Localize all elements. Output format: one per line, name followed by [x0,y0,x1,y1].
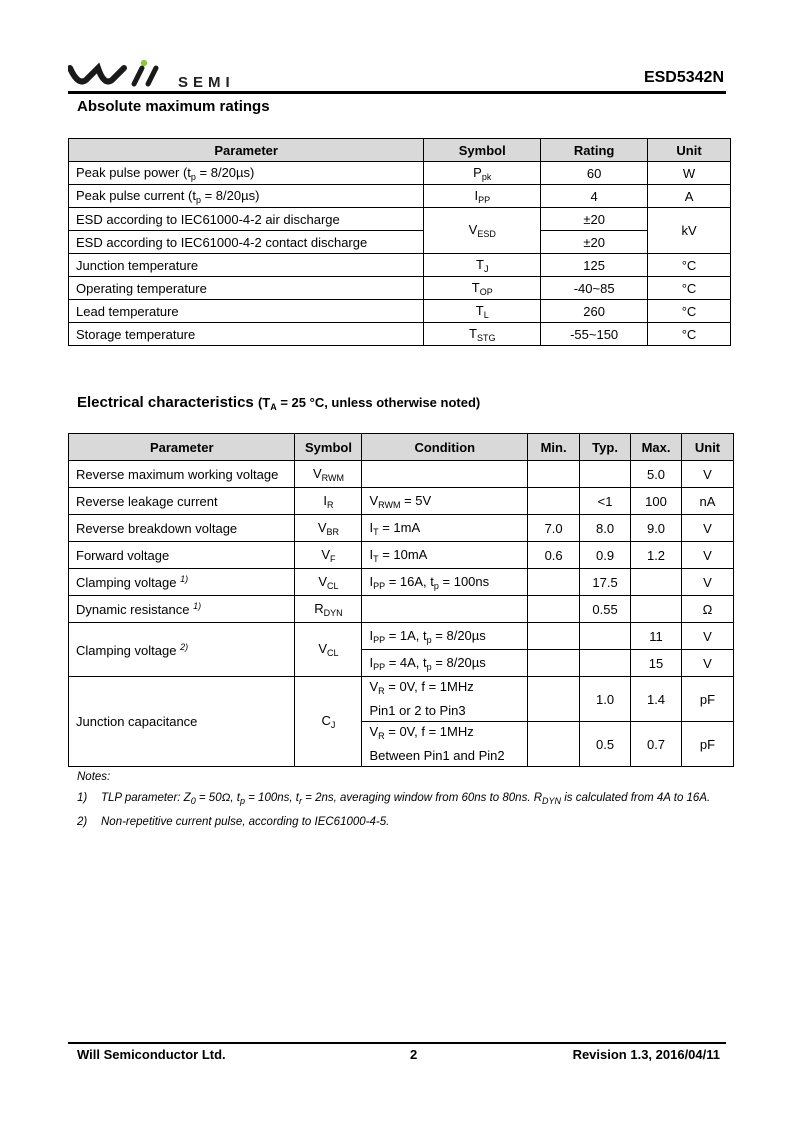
symbol-cell: $P_{pk}$ [424,162,541,185]
param-cell: Junction capacitance [69,677,295,767]
symbol-cell: $V_{CL}$ [295,569,362,596]
symbol-cell: $I_R$ [295,488,362,515]
note-item [77,788,727,812]
col-header: Max. [631,434,682,461]
unit-cell: V [682,569,734,596]
condition-cell: $I_{PP} = 16A$, $t_p = 100ns$ [362,569,528,596]
min-cell [528,650,580,677]
symbol-cell: $C_J$ [295,677,362,767]
min-cell: 7.0 [528,515,580,542]
min-cell [528,596,580,623]
note-item [77,812,727,833]
param-cell: Clamping voltage $^{1)}$ [69,569,295,596]
unit-cell: kV [648,208,731,254]
typ-cell [580,623,631,650]
unit-cell: °C [648,300,731,323]
typ-cell: 8.0 [580,515,631,542]
note-text: Non-repetitive current pulse, according to IEC61000-4-5. [101,816,390,828]
symbol-cell: $V_{ESD}$ [424,208,541,254]
rating-cell: 125 [541,254,648,277]
unit-cell: V [682,650,734,677]
symbol-cell: $R_{DYN}$ [295,596,362,623]
abs-max-title: Absolute maximum ratings [77,98,270,115]
note-number: 2) [77,816,88,828]
col-header: Symbol [424,139,541,162]
min-cell [528,722,580,767]
typ-cell: 0.5 [580,722,631,767]
condition-cell [362,596,528,623]
unit-cell: V [682,623,734,650]
condition-cell: $I_T = 1mA$ [362,515,528,542]
table-row [69,596,734,623]
min-cell [528,569,580,596]
param-cell: Lead temperature [69,300,424,323]
condition-cell [362,461,528,488]
col-header: Parameter [69,434,295,461]
elec-title: Electrical characteristics ($T_A = 25$ °C, unless otherwise noted) [77,394,481,412]
note-number: 1) [77,792,88,804]
min-cell: 0.6 [528,542,580,569]
max-cell [631,569,682,596]
unit-cell: V [682,461,734,488]
condition-cell: $I_{PP} = 4A$, $t_p = 8/20\mu s$ [362,650,528,677]
param-cell: Reverse breakdown voltage [69,515,295,542]
table-row [69,461,734,488]
will-logo-icon [68,60,176,88]
table-row [69,300,731,323]
unit-cell: pF [682,722,734,767]
param-cell: ESD according to IEC61000-4-2 contact discharge [69,231,424,254]
col-header: Typ. [580,434,631,461]
table-header-row [69,139,731,162]
min-cell [528,461,580,488]
col-header: Unit [682,434,734,461]
footer-divider [68,1042,726,1044]
typ-cell [580,650,631,677]
table-row [69,231,731,254]
rating-cell: ±20 [541,208,648,231]
unit-cell: pF [682,677,734,722]
rating-cell: -55~150 [541,323,648,346]
unit-cell: Ω [682,596,734,623]
col-header: Symbol [295,434,362,461]
typ-cell: 0.55 [580,596,631,623]
symbol-cell: $V_{CL}$ [295,623,362,677]
condition-cell: $V_R = 0V$, f = 1MHz Pin1 or 2 to Pin3 [362,677,528,722]
rating-cell: ±20 [541,231,648,254]
param-cell: ESD according to IEC61000-4-2 air discharge [69,208,424,231]
company-logo [68,60,258,90]
max-cell: 1.4 [631,677,682,722]
min-cell [528,488,580,515]
part-number: ESD5342N [643,69,724,86]
col-header: Rating [541,139,648,162]
rating-cell: 60 [541,162,648,185]
condition-cell: $V_R = 0V$, f = 1MHz Between Pin1 and Pin2 [362,722,528,767]
max-cell: 11 [631,623,682,650]
symbol-cell: $V_F$ [295,542,362,569]
condition-cell: $I_T = 10mA$ [362,542,528,569]
elec-title-condition: ($T_A = 25$ °C, unless otherwise noted) [257,395,481,412]
col-header: Parameter [69,139,424,162]
max-cell: 15 [631,650,682,677]
typ-cell: <1 [580,488,631,515]
param-cell: Dynamic resistance $^{1)}$ [69,596,295,623]
typ-cell: 0.9 [580,542,631,569]
typ-cell: 1.0 [580,677,631,722]
table-row [69,208,731,231]
header-divider [68,91,726,94]
unit-cell: °C [648,254,731,277]
symbol-cell: $T_{OP}$ [424,277,541,300]
col-header: Min. [528,434,580,461]
table-row [69,162,731,185]
symbol-cell: $I_{PP}$ [424,185,541,208]
unit-cell: V [682,542,734,569]
table-row [69,277,731,300]
max-cell: 100 [631,488,682,515]
table-header-row [69,434,734,461]
table-row [69,623,734,650]
notes-heading: Notes: [77,771,111,783]
rating-cell: -40~85 [541,277,648,300]
col-header: Unit [648,139,731,162]
param-cell: Clamping voltage $^{2)}$ [69,623,295,677]
rating-cell: 4 [541,185,648,208]
page-header [68,56,726,94]
note-text: TLP parameter: $Z_0 = 50\Omega$, $t_p = 100ns$, $t_r = 2ns$, averaging window from 60ns to 80ns. $R_{DYN}$ is calculated from 4A to 16A. [101,792,711,806]
elec-char-table [68,433,734,767]
symbol-cell: $T_J$ [424,254,541,277]
min-cell [528,623,580,650]
table-row [69,515,734,542]
unit-cell: nA [682,488,734,515]
param-cell: Reverse maximum working voltage [69,461,295,488]
max-cell: 1.2 [631,542,682,569]
max-cell [631,596,682,623]
table-row [69,254,731,277]
table-row [69,569,734,596]
footer-company: Will Semiconductor Ltd. [77,1047,226,1062]
table-row [69,677,734,722]
symbol-cell: $V_{RWM}$ [295,461,362,488]
param-cell: Peak pulse power $(t_p = 8/20\mu s)$ [69,162,424,185]
logo-text: SEMI [178,74,235,91]
rating-cell: 260 [541,300,648,323]
typ-cell [580,461,631,488]
symbol-cell: $T_L$ [424,300,541,323]
max-cell: 9.0 [631,515,682,542]
symbol-cell: $V_{BR}$ [295,515,362,542]
param-cell: Operating temperature [69,277,424,300]
param-cell: Peak pulse current $(t_p = 8/20\mu s)$ [69,185,424,208]
symbol-cell: $T_{STG}$ [424,323,541,346]
table-row [69,488,734,515]
param-cell: Junction temperature [69,254,424,277]
unit-cell: °C [648,323,731,346]
table-row [69,323,731,346]
unit-cell: V [682,515,734,542]
condition-cell: $V_{RWM} = 5V$ [362,488,528,515]
min-cell [528,677,580,722]
unit-cell: A [648,185,731,208]
col-header: Condition [362,434,528,461]
unit-cell: °C [648,277,731,300]
param-cell: Storage temperature [69,323,424,346]
unit-cell: W [648,162,731,185]
notes-block [77,767,727,833]
max-cell: 5.0 [631,461,682,488]
condition-cell: $I_{PP} = 1A$, $t_p = 8/20\mu s$ [362,623,528,650]
footer-revision: Revision 1.3, 2016/04/11 [572,1047,720,1062]
param-cell: Forward voltage [69,542,295,569]
table-row [69,542,734,569]
page-number: 2 [410,1047,418,1062]
max-cell: 0.7 [631,722,682,767]
abs-max-table [68,138,731,346]
typ-cell: 17.5 [580,569,631,596]
param-cell: Reverse leakage current [69,488,295,515]
table-row [69,185,731,208]
